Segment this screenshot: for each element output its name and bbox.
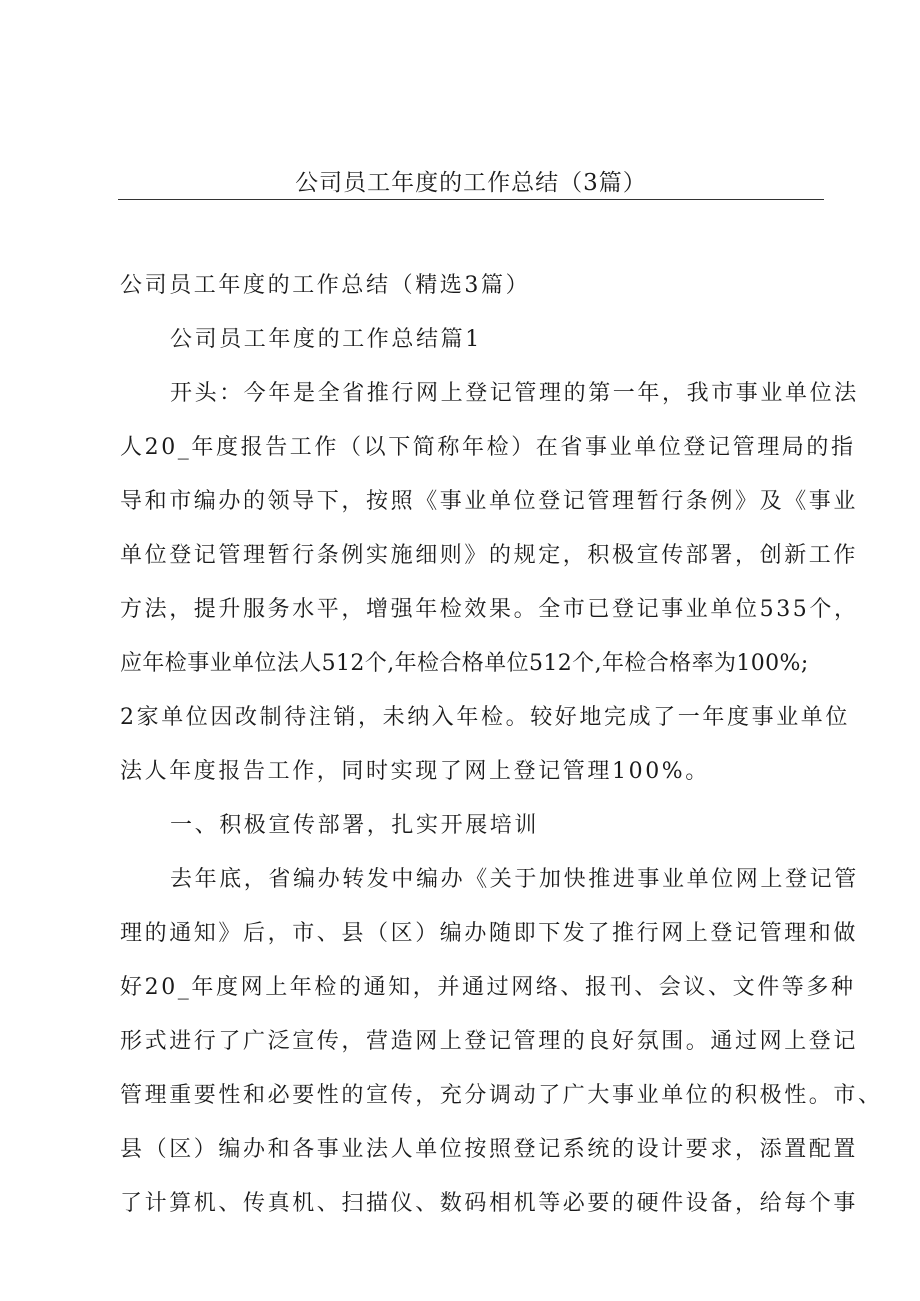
document-title: 公司员工年度的工作总结（3篇） xyxy=(295,170,647,196)
paragraph-line: 人20_年度报告工作（以下简称年检）在省事业单位登记管理局的指 xyxy=(120,435,856,460)
document-subtitle: 公司员工年度的工作总结（精选3篇） xyxy=(120,273,531,298)
paragraph-line: 形式进行了广泛宣传，营造网上登记管理的良好氛围。通过网上登记 xyxy=(120,1029,859,1054)
paragraph-line: 开头：今年是全省推行网上登记管理的第一年，我市事业单位法 xyxy=(170,381,859,406)
paragraph-line: 方法，提升服务水平，增强年检效果。全市已登记事业单位535个， xyxy=(120,597,859,622)
paragraph-opening xyxy=(120,376,859,790)
paragraph-line: 2家单位因改制待注销，未纳入年检。较好地完成了一年度事业单位 xyxy=(120,705,850,730)
document-body xyxy=(120,268,883,1222)
paragraph-publicity xyxy=(120,862,883,1222)
paragraph-line: 了计算机、传真机、扫描仪、数码相机等必要的硬件设备，给每个事 xyxy=(120,1191,859,1216)
paragraph-line: 管理重要性和必要性的宣传，充分调动了广大事业单位的积极性。市、 xyxy=(120,1083,883,1108)
paragraph-line: 导和市编办的领导下，按照《事业单位登记管理暂行条例》及《事业 xyxy=(120,489,859,514)
section-heading: 一、积极宣传部署，扎实开展培训 xyxy=(170,813,540,838)
paragraph-line: 县（区）编办和各事业法人单位按照登记系统的设计要求，添置配置 xyxy=(120,1137,859,1162)
paragraph-line: 去年底，省编办转发中编办《关于加快推进事业单位网上登记管 xyxy=(170,867,859,892)
paragraph-line: 单位登记管理暂行条例实施细则》的规定，积极宣传部署，创新工作 xyxy=(120,543,859,568)
paragraph-line: 法人年度报告工作，同时实现了网上登记管理100%。 xyxy=(120,759,710,784)
document-header xyxy=(118,168,824,200)
paragraph-line: 应年检事业单位法人512个,年检合格单位512个,年检合格率为100%; xyxy=(120,651,809,676)
paragraph-line: 理的通知》后，市、县（区）编办随即下发了推行网上登记管理和做 xyxy=(120,921,859,946)
paragraph-line: 好20_年度网上年检的通知，并通过网络、报刊、会议、文件等多种 xyxy=(120,975,856,1000)
section-title: 公司员工年度的工作总结篇1 xyxy=(170,327,482,352)
